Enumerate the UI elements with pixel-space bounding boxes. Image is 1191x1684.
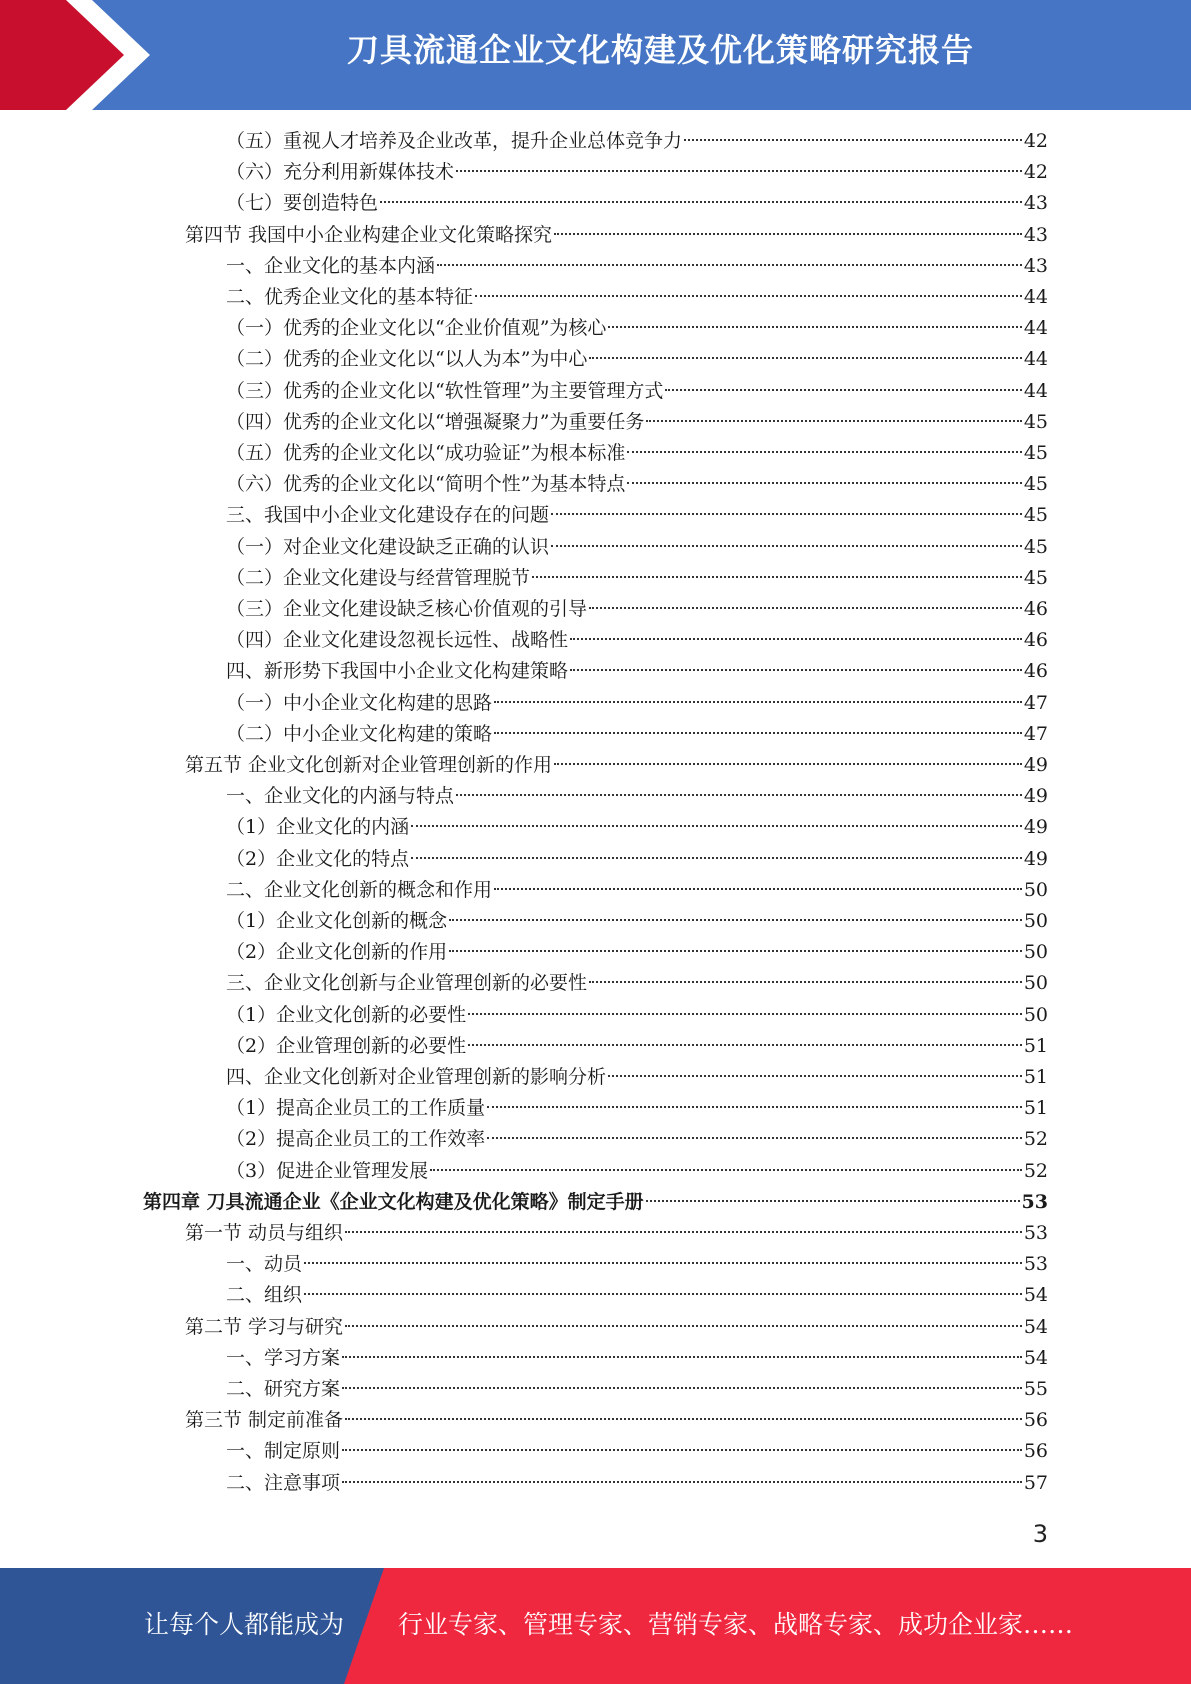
toc-entry[interactable]	[226, 906, 1048, 937]
toc-entry-title: （一）对企业文化建设缺乏正确的认识	[226, 535, 550, 558]
toc-entry[interactable]	[226, 188, 1048, 219]
toc-entry-page: 54	[1023, 1346, 1048, 1369]
toc-dot-leader	[437, 263, 1022, 266]
toc-entry-title: 二、研究方案	[226, 1378, 341, 1400]
toc-entry-page: 42	[1023, 161, 1048, 184]
toc-entry[interactable]	[226, 812, 1048, 843]
toc-entry-page: 52	[1023, 1159, 1048, 1182]
toc-entry-title: （1）企业文化创新的概念	[226, 910, 448, 932]
toc-entry[interactable]	[226, 656, 1048, 687]
toc-dot-leader	[456, 793, 1022, 796]
toc-entry-page: 50	[1023, 878, 1048, 901]
toc-dot-leader	[345, 1230, 1022, 1233]
toc-entry[interactable]	[226, 781, 1048, 812]
toc-entry-title: 第五节 企业文化创新对企业管理创新的作用	[185, 754, 553, 776]
toc-entry-title: （二）中小企业文化构建的策略	[226, 722, 493, 745]
toc-entry[interactable]	[185, 1218, 1048, 1249]
toc-entry-page: 49	[1023, 847, 1048, 870]
toc-entry[interactable]	[226, 1249, 1048, 1280]
page-header	[0, 0, 1191, 110]
toc-entry-title: （四）企业文化建设忽视长远性、战略性	[226, 629, 569, 652]
toc-entry[interactable]	[185, 220, 1048, 251]
toc-entry-page: 44	[1023, 286, 1048, 308]
toc-entry-title: （六）充分利用新媒体技术	[226, 161, 455, 184]
toc-entry[interactable]	[226, 625, 1048, 656]
toc-entry-page: 53	[1021, 1190, 1048, 1213]
toc-entry-title: 三、企业文化创新与企业管理创新的必要性	[226, 972, 588, 995]
toc-dot-leader	[554, 762, 1022, 765]
toc-entry-title: （二）优秀的企业文化以“以人为本”为中心	[226, 348, 588, 371]
toc-entry-page: 50	[1023, 941, 1048, 964]
toc-entry-page: 44	[1023, 317, 1048, 340]
toc-entry[interactable]	[226, 532, 1048, 563]
toc-entry-page: 51	[1023, 1097, 1048, 1120]
toc-entry-page: 45	[1023, 535, 1048, 558]
toc-entry-page: 43	[1023, 192, 1048, 215]
toc-entry-page: 56	[1023, 1409, 1048, 1432]
toc-entry[interactable]	[226, 968, 1048, 999]
toc-entry-title: （2）提高企业员工的工作效率	[226, 1128, 486, 1151]
toc-entry[interactable]	[226, 1436, 1048, 1467]
toc-dot-leader	[551, 544, 1022, 547]
toc-dot-leader	[494, 887, 1022, 890]
toc-entry[interactable]	[226, 719, 1048, 750]
toc-entry-page: 42	[1023, 130, 1048, 152]
toc-entry[interactable]	[226, 875, 1048, 906]
toc-entry-title: 第四章 刀具流通企业《企业文化构建及优化策略》制定手册	[143, 1190, 644, 1213]
toc-entry-title: 四、企业文化创新对企业管理创新的影响分析	[226, 1066, 607, 1088]
toc-dot-leader	[411, 856, 1022, 859]
toc-entry-page: 51	[1023, 1066, 1048, 1088]
toc-entry-title: 二、组织	[226, 1284, 303, 1307]
toc-entry-title: （五）重视人才培养及企业改革，提升企业总体竞争力	[226, 130, 683, 152]
toc-dot-leader	[646, 1199, 1020, 1202]
toc-entry-title: （五）优秀的企业文化以“成功验证”为根本标准	[226, 442, 626, 464]
toc-entry[interactable]	[226, 500, 1048, 531]
toc-entry[interactable]	[226, 376, 1048, 407]
toc-entry-page: 50	[1023, 910, 1048, 932]
toc-dot-leader	[589, 606, 1022, 609]
toc-dot-leader	[608, 1074, 1022, 1077]
toc-entry-page: 43	[1023, 223, 1048, 246]
toc-entry-page: 55	[1023, 1378, 1048, 1400]
toc-entry-title: （3）促进企业管理发展	[226, 1159, 429, 1182]
toc-dot-leader	[449, 949, 1022, 952]
toc-entry-title: 第四节 我国中小企业构建企业文化策略探究	[185, 223, 553, 246]
toc-entry-title: （一）优秀的企业文化以“企业价值观”为核心	[226, 317, 607, 340]
toc-entry-title: （七）要创造特色	[226, 192, 379, 215]
toc-dot-leader	[665, 388, 1021, 391]
toc-entry[interactable]	[226, 594, 1048, 625]
toc-dot-leader	[589, 356, 1021, 359]
toc-entry[interactable]	[226, 407, 1048, 438]
toc-entry-title: （六）优秀的企业文化以“简明个性”为基本特点	[226, 473, 626, 496]
toc-entry[interactable]	[185, 1312, 1048, 1343]
toc-entry-page: 49	[1023, 785, 1048, 808]
toc-dot-leader	[646, 419, 1021, 422]
toc-entry-page: 50	[1023, 972, 1048, 995]
toc-entry[interactable]	[226, 1468, 1048, 1499]
toc-entry[interactable]	[226, 282, 1048, 313]
toc-dot-leader	[342, 1386, 1022, 1389]
toc-entry[interactable]	[226, 1124, 1048, 1155]
toc-entry[interactable]	[226, 313, 1048, 344]
toc-entry-title: 三、我国中小企业文化建设存在的问题	[226, 504, 550, 527]
toc-entry[interactable]	[226, 126, 1048, 157]
toc-entry-title: 一、企业文化的基本内涵	[226, 254, 436, 277]
toc-entry-page: 44	[1023, 379, 1048, 402]
toc-dot-leader	[570, 637, 1022, 640]
toc-entry-title: 一、制定原则	[226, 1440, 341, 1463]
toc-dot-leader	[304, 1261, 1022, 1264]
toc-entry-title: （2）企业文化创新的作用	[226, 941, 448, 964]
toc-entry-page: 45	[1023, 504, 1048, 527]
toc-dot-leader	[430, 1168, 1022, 1171]
toc-entry-title: （二）企业文化建设与经营管理脱节	[226, 566, 531, 589]
toc-entry-title: 第一节 动员与组织	[185, 1222, 344, 1244]
toc-dot-leader	[449, 918, 1022, 921]
toc-dot-leader	[345, 1417, 1022, 1420]
footer-slogan-left: 让每个人都能成为	[144, 1610, 345, 1639]
toc-entry-title: 一、动员	[226, 1253, 303, 1276]
toc-entry-page: 51	[1023, 1034, 1048, 1057]
toc-entry[interactable]	[226, 157, 1048, 188]
toc-entry[interactable]	[226, 1343, 1048, 1374]
toc-entry[interactable]	[226, 1031, 1048, 1062]
toc-entry-title: （三）优秀的企业文化以“软性管理”为主要管理方式	[226, 379, 664, 402]
toc-dot-leader	[342, 1448, 1022, 1451]
toc-entry-page: 46	[1023, 629, 1048, 652]
toc-entry[interactable]	[226, 1156, 1048, 1187]
toc-entry[interactable]	[226, 469, 1048, 500]
toc-entry[interactable]	[226, 251, 1048, 282]
toc-entry-title: 第三节 制定前准备	[185, 1409, 344, 1432]
toc-dot-leader	[345, 1324, 1022, 1327]
toc-entry[interactable]	[185, 750, 1048, 781]
toc-dot-leader	[589, 980, 1022, 983]
toc-entry-page: 46	[1023, 660, 1048, 683]
toc-entry-page: 44	[1023, 348, 1048, 371]
toc-entry[interactable]	[226, 1374, 1048, 1405]
toc-dot-leader	[554, 232, 1022, 235]
toc-entry-page: 53	[1023, 1253, 1048, 1276]
page-number: 3	[1032, 1520, 1048, 1548]
toc-dot-leader	[304, 1292, 1022, 1295]
toc-entry-page: 52	[1023, 1128, 1048, 1151]
toc-entry[interactable]	[143, 1187, 1048, 1218]
toc-dot-leader	[532, 575, 1022, 578]
page-footer	[0, 1568, 1191, 1684]
toc-entry-page: 54	[1023, 1315, 1048, 1338]
toc-entry-title: （1）提高企业员工的工作质量	[226, 1097, 486, 1120]
toc-dot-leader	[380, 200, 1022, 203]
toc-entry-page: 49	[1023, 754, 1048, 776]
toc-entry[interactable]	[226, 937, 1048, 968]
toc-dot-leader	[475, 294, 1022, 297]
toc-entry[interactable]	[185, 1405, 1048, 1436]
document-title: 刀具流通企业文化构建及优化策略研究报告	[346, 31, 974, 69]
toc-dot-leader	[342, 1355, 1022, 1358]
toc-dot-leader	[627, 481, 1021, 484]
toc-entry-title: 二、企业文化创新的概念和作用	[226, 878, 493, 901]
toc-entry[interactable]	[226, 563, 1048, 594]
toc-entry-title: （三）企业文化建设缺乏核心价值观的引导	[226, 598, 588, 620]
toc-entry-title: （四）优秀的企业文化以“增强凝聚力”为重要任务	[226, 410, 645, 433]
toc-entry-page: 43	[1023, 254, 1048, 277]
toc-entry[interactable]	[226, 1000, 1048, 1031]
toc-dot-leader	[494, 731, 1022, 734]
toc-entry-page: 56	[1023, 1440, 1048, 1463]
toc-entry-title: 一、学习方案	[226, 1346, 341, 1369]
toc-entry-page: 54	[1023, 1284, 1048, 1307]
toc-entry-page: 47	[1023, 691, 1048, 714]
toc-dot-leader	[468, 1043, 1022, 1046]
toc-entry[interactable]	[226, 1280, 1048, 1311]
toc-entry-title: 二、优秀企业文化的基本特征	[226, 286, 474, 308]
toc-dot-leader	[608, 325, 1021, 328]
toc-entry-page: 45	[1023, 566, 1048, 589]
toc-dot-leader	[494, 700, 1022, 703]
toc-entry-page: 49	[1023, 816, 1048, 839]
toc-entry-page: 57	[1023, 1471, 1048, 1494]
toc-entry[interactable]	[226, 438, 1048, 469]
toc-entry-title: 四、新形势下我国中小企业文化构建策略	[226, 660, 569, 683]
toc-entry-title: （1）企业文化创新的必要性	[226, 1003, 467, 1026]
toc-entry-title: 二、注意事项	[226, 1471, 341, 1494]
toc-dot-leader	[487, 1105, 1022, 1108]
toc-entry-title: （2）企业文化的特点	[226, 847, 410, 870]
toc-entry[interactable]	[226, 344, 1048, 375]
toc-entry-page: 45	[1023, 442, 1048, 464]
toc-entry-page: 50	[1023, 1003, 1048, 1026]
toc-entry[interactable]	[226, 688, 1048, 719]
toc-entry-page: 45	[1023, 473, 1048, 496]
toc-entry-page: 45	[1023, 410, 1048, 433]
toc-entry-page: 47	[1023, 722, 1048, 745]
toc-dot-leader	[570, 668, 1022, 671]
toc-entry[interactable]	[226, 1093, 1048, 1124]
footer-slogan-right: 行业专家、管理专家、营销专家、战略专家、成功企业家……	[398, 1610, 1074, 1639]
toc-dot-leader	[342, 1480, 1022, 1483]
toc-entry-title: （一）中小企业文化构建的思路	[226, 691, 493, 714]
toc-entry-page: 53	[1023, 1222, 1048, 1244]
toc-dot-leader	[627, 450, 1021, 453]
toc-dot-leader	[468, 1012, 1022, 1015]
toc-dot-leader	[684, 138, 1022, 141]
toc-entry[interactable]	[226, 844, 1048, 875]
toc-dot-leader	[551, 512, 1022, 515]
toc-dot-leader	[456, 169, 1022, 172]
toc-entry-title: （1）企业文化的内涵	[226, 816, 410, 839]
toc-entry[interactable]	[226, 1062, 1048, 1093]
toc-entry-page: 46	[1023, 598, 1048, 620]
toc-entry-title: （2）企业管理创新的必要性	[226, 1034, 467, 1057]
toc-dot-leader	[487, 1136, 1022, 1139]
toc-dot-leader	[411, 824, 1022, 827]
toc-entry-title: 第二节 学习与研究	[185, 1315, 344, 1338]
toc-entry-title: 一、企业文化的内涵与特点	[226, 785, 455, 808]
